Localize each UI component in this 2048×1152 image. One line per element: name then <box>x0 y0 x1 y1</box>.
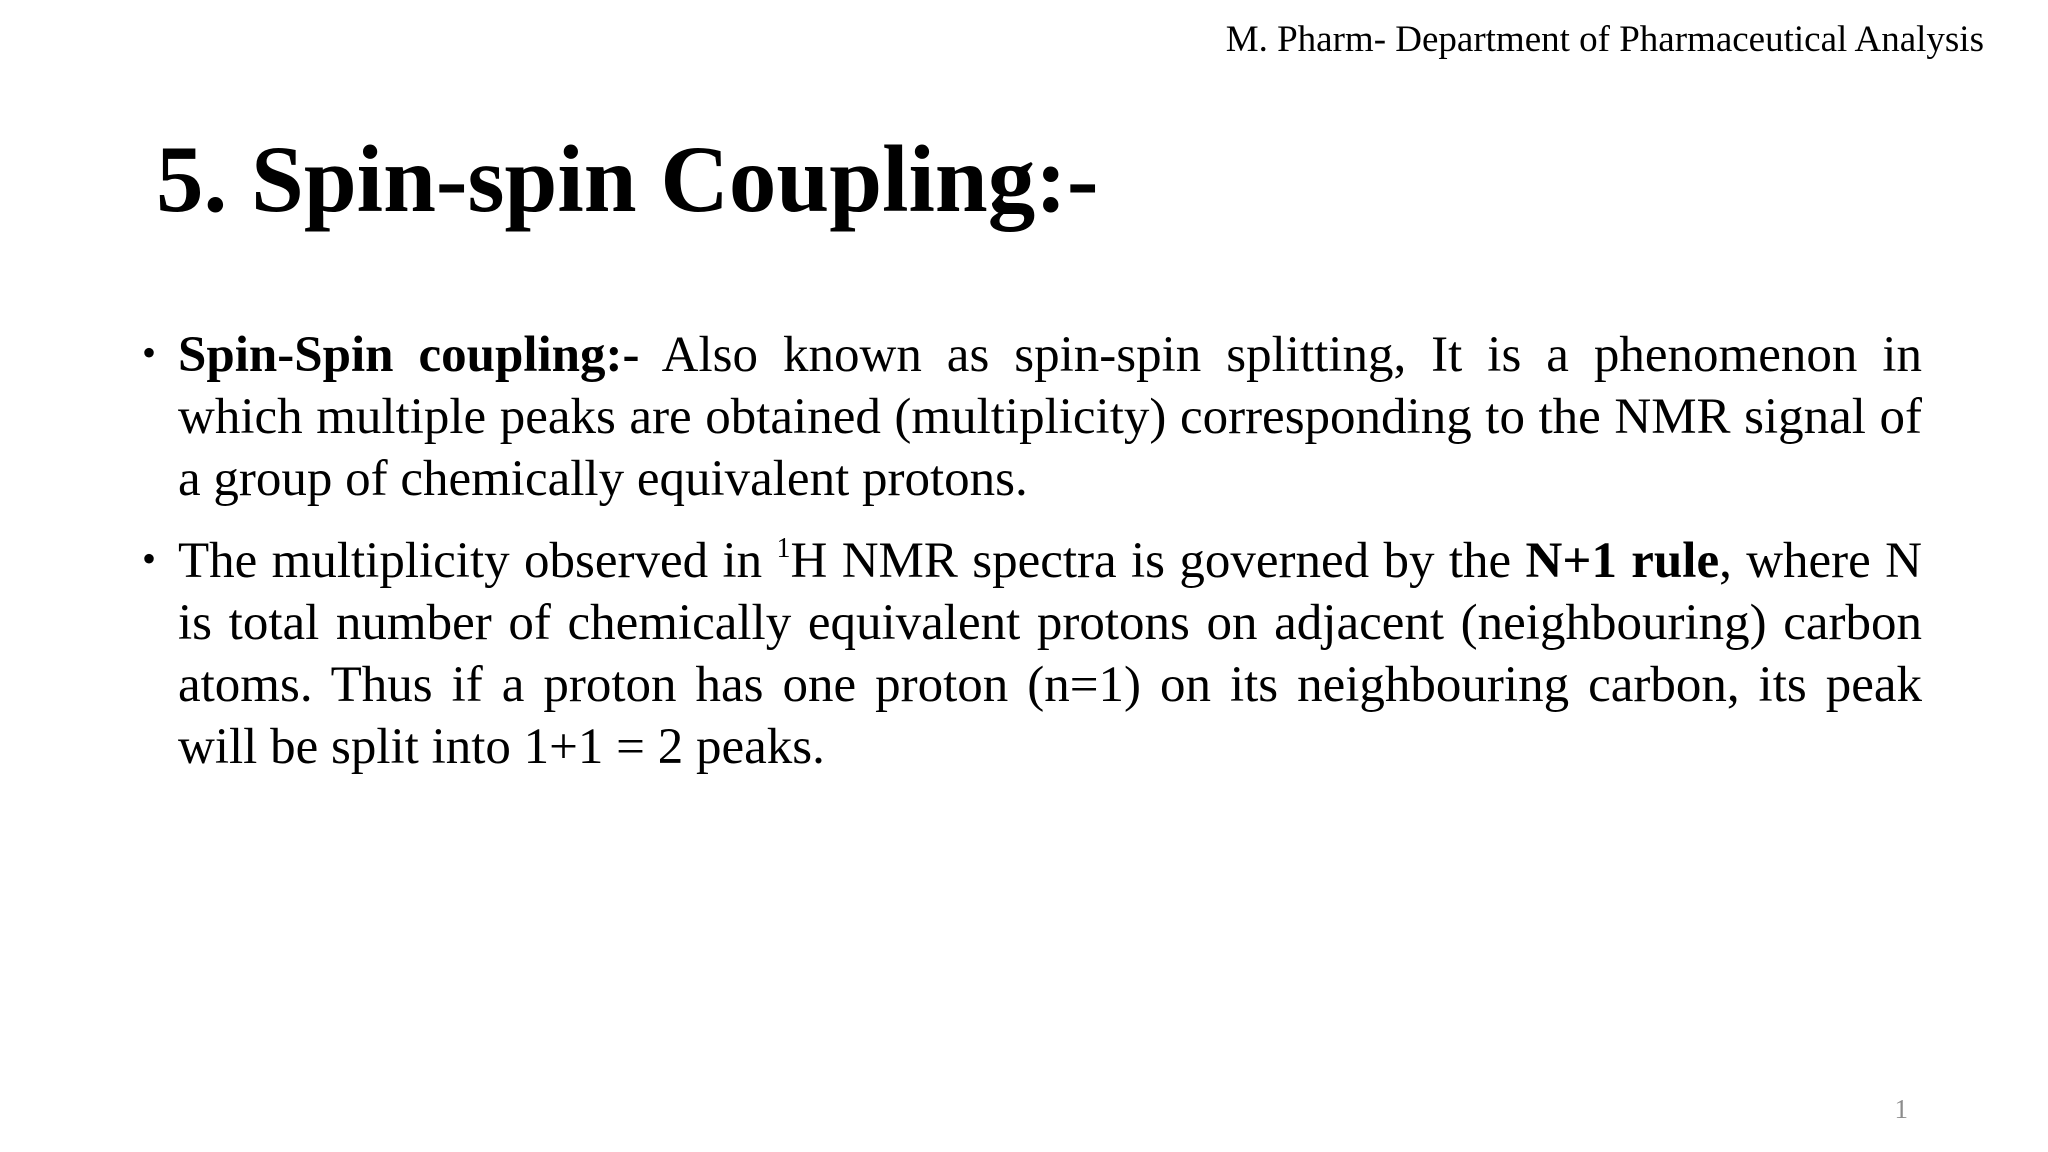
bullet-text-middle: H NMR spectra is governed by the <box>790 533 1526 589</box>
bullet-text: Also known as spin-spin splitting, It is a phenomenon in which multiple peaks are obtained (multiplicity) corresponding to the NMR signal of a group of chemically equivalent protons. <box>178 327 1922 507</box>
bullet-text-before: The multiplicity observed in <box>178 533 777 589</box>
slide-title: 5. Spin-spin Coupling:- <box>156 126 1099 232</box>
bullet-term: Spin-Spin coupling:- <box>178 327 640 383</box>
bullet-dot-icon: • <box>142 536 157 581</box>
page-number: 1 <box>1894 1094 1908 1124</box>
bullet-spin-spin-coupling <box>138 324 1922 510</box>
bullet-dot-icon: • <box>142 330 157 375</box>
bullet-list <box>138 324 1922 798</box>
superscript-one: 1 <box>776 533 791 564</box>
bullet-multiplicity <box>138 530 1922 778</box>
n-plus-one-rule: N+1 rule <box>1525 533 1720 589</box>
department-header: M. Pharm- Department of Pharmaceutical Analysis <box>1225 19 1984 60</box>
bullet-text-after: , where N is total number of chemically equivalent protons on adjacent (neighbouring) carbon atoms. Thus if a proton has one proton (n=1) on its neighbouring carbon, its peak will be split into 1+1 = 2 peaks. <box>178 533 1922 775</box>
